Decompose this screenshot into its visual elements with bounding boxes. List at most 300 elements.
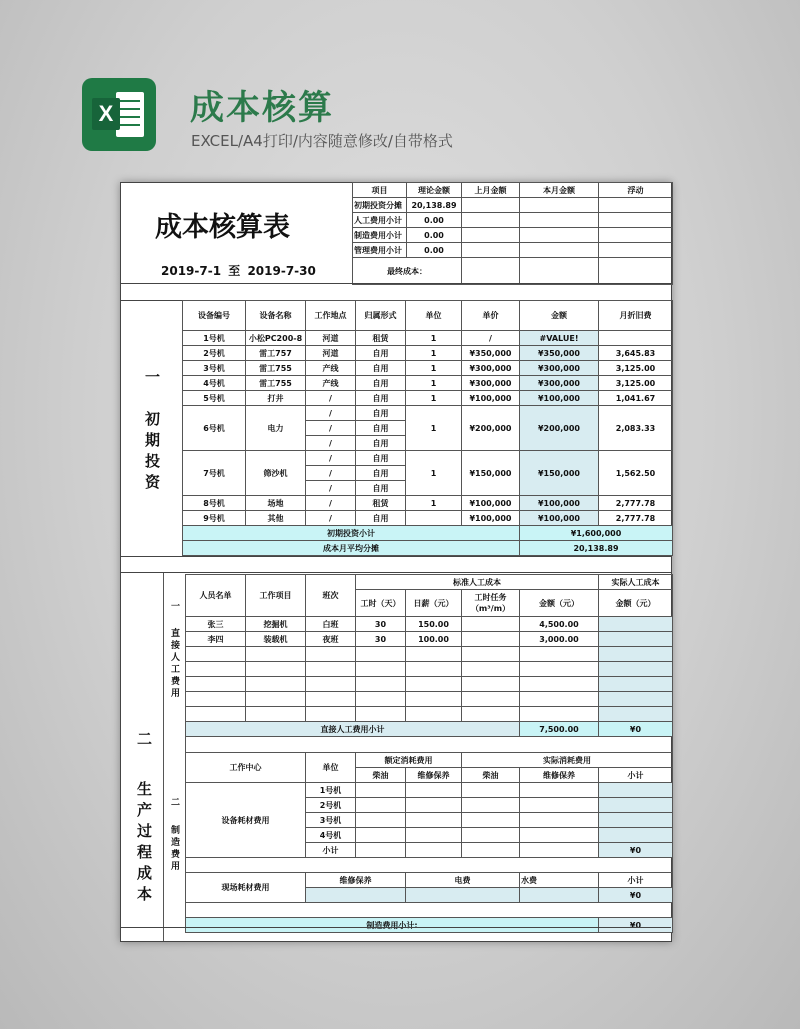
blank-row	[186, 858, 673, 873]
page-subtitle: EXCEL/A4打印/内容随意修改/自带格式	[191, 132, 453, 150]
labor-cell	[599, 677, 673, 692]
actual-consumption-header: 实际消耗费用	[462, 753, 673, 768]
equipment-header: 单价	[462, 301, 520, 331]
summary-item: 制造费用小计	[353, 228, 407, 243]
labor-cell	[406, 707, 462, 722]
monthly-average-value: 20,138.89	[520, 541, 673, 556]
standard-subheader: 工时任务（m³/m）	[462, 590, 520, 617]
consumption-cell	[406, 843, 462, 858]
table-row	[186, 918, 673, 933]
work-location: /	[306, 496, 356, 511]
summary-header: 本月金额	[520, 183, 599, 198]
labor-label: 直接人工费用	[169, 628, 179, 700]
labor-cell	[246, 647, 306, 662]
machine-unit: 3号机	[306, 813, 356, 828]
labor-cell: 白班	[306, 617, 356, 632]
summary-header: 上月金额	[462, 183, 520, 198]
summary-item: 管理费用小计	[353, 243, 407, 258]
labor-cell	[406, 677, 462, 692]
ownership-type: 自用	[356, 406, 406, 421]
spreadsheet-preview	[120, 182, 672, 942]
work-location: /	[306, 391, 356, 406]
work-location: 河道	[306, 346, 356, 361]
table-row	[353, 243, 673, 258]
labor-cell: 100.00	[406, 632, 462, 647]
amount: ¥100,000	[520, 511, 599, 526]
ownership-type: 自用	[356, 421, 406, 436]
labor-cell	[462, 692, 520, 707]
monthly-depreciation: 3,645.83	[599, 346, 673, 361]
section1-number: 一	[143, 369, 161, 390]
standard-subheader: 工时（天）	[356, 590, 406, 617]
consumption-subheader: 维修保养	[406, 768, 462, 783]
work-location: /	[306, 466, 356, 481]
amount: ¥150,000	[520, 451, 599, 496]
consumption-cell	[462, 828, 520, 843]
labor-cell	[599, 632, 673, 647]
ownership-type: 自用	[356, 361, 406, 376]
monthly-depreciation: 2,777.78	[599, 511, 673, 526]
section2-number: 二	[135, 731, 153, 752]
mfg-label: 制造费用	[169, 825, 179, 873]
consumption-cell	[520, 828, 599, 843]
labor-cell	[186, 647, 246, 662]
date-to: 2019-7-30	[247, 264, 316, 278]
table-row	[183, 301, 673, 331]
labor-cell	[520, 692, 599, 707]
consumption-cell	[462, 843, 520, 858]
fluctuation	[599, 228, 673, 243]
standard-subheader: 日薪（元）	[406, 590, 462, 617]
labor-cell	[246, 677, 306, 692]
machine-unit: 4号机	[306, 828, 356, 843]
equipment-name: 电力	[246, 406, 306, 451]
machine-unit: 2号机	[306, 798, 356, 813]
equipment-subtotal: ¥0	[599, 843, 673, 858]
table-row	[186, 575, 673, 590]
monthly-depreciation: 2,083.33	[599, 406, 673, 451]
investment-subtotal-value: ¥1,600,000	[520, 526, 673, 541]
table-row	[353, 228, 673, 243]
unit-header: 单位	[306, 753, 356, 783]
labor-cell	[356, 677, 406, 692]
labor-cell	[186, 677, 246, 692]
final-this	[520, 258, 599, 285]
work-location: /	[306, 481, 356, 496]
date-range	[161, 262, 316, 279]
equipment-id: 7号机	[183, 451, 246, 496]
unit-price: ¥300,000	[462, 361, 520, 376]
equipment-table	[182, 300, 673, 556]
this-month-amount	[520, 243, 599, 258]
consumption-subheader: 柴油	[356, 768, 406, 783]
final-last	[462, 258, 520, 285]
actual-subheader: 金额（元）	[599, 590, 673, 617]
labor-cell: 装载机	[246, 632, 306, 647]
amount: ¥200,000	[520, 406, 599, 451]
last-month-amount	[462, 243, 520, 258]
summary-header: 理论金额	[407, 183, 462, 198]
last-month-amount	[462, 213, 520, 228]
table-row	[353, 183, 673, 198]
labor-cell: 挖掘机	[246, 617, 306, 632]
site-header-subtotal: 小计	[599, 873, 673, 888]
equipment-header: 工作地点	[306, 301, 356, 331]
labor-cell	[520, 707, 599, 722]
labor-cell	[462, 707, 520, 722]
equipment-subtotal	[599, 798, 673, 813]
table-row	[183, 331, 673, 346]
labor-cell: 3,000.00	[520, 632, 599, 647]
labor-cell: 150.00	[406, 617, 462, 632]
table-row	[186, 692, 673, 707]
work-location: 产线	[306, 361, 356, 376]
actual-labor-header: 实际人工成本	[599, 575, 673, 590]
labor-cell	[306, 707, 356, 722]
labor-subtotal-actual: ¥0	[599, 722, 673, 737]
equipment-id: 3号机	[183, 361, 246, 376]
mfg-number: 二	[169, 797, 179, 809]
site-subtotal: ¥0	[599, 888, 673, 903]
labor-cell	[356, 692, 406, 707]
summary-theory-amount: 20,138.89	[407, 198, 462, 213]
unit-price: ¥100,000	[462, 496, 520, 511]
labor-cell	[406, 692, 462, 707]
labor-cell	[186, 707, 246, 722]
summary-table	[352, 182, 673, 285]
labor-cell: 张三	[186, 617, 246, 632]
section2-label: 生产过程成本	[135, 781, 153, 907]
labor-cell	[186, 692, 246, 707]
labor-cell	[462, 632, 520, 647]
summary-item: 人工费用小计	[353, 213, 407, 228]
summary-header: 项目	[353, 183, 407, 198]
amount: ¥100,000	[520, 496, 599, 511]
standard-subheader: 金额（元）	[520, 590, 599, 617]
unit	[406, 511, 462, 526]
consumption-subheader: 小计	[599, 768, 673, 783]
labor-cell	[246, 692, 306, 707]
work-center-header: 工作中心	[186, 753, 306, 783]
table-row	[186, 632, 673, 647]
table-row	[186, 858, 673, 873]
site-header-maintenance: 维修保养	[306, 873, 406, 888]
date-from: 2019-7-1	[161, 264, 222, 278]
work-location: /	[306, 451, 356, 466]
work-location: /	[306, 436, 356, 451]
equipment-subtotal	[599, 813, 673, 828]
amount: ¥300,000	[520, 361, 599, 376]
unit-price: ¥100,000	[462, 391, 520, 406]
consumption-cell	[406, 828, 462, 843]
last-month-amount	[462, 228, 520, 243]
table-row	[186, 873, 673, 888]
table-row	[183, 541, 673, 556]
investment-subtotal-label: 初期投资小计	[183, 526, 520, 541]
equipment-header: 设备编号	[183, 301, 246, 331]
labor-cell	[356, 707, 406, 722]
equipment-id: 5号机	[183, 391, 246, 406]
labor-cell	[520, 677, 599, 692]
equipment-name: 雷工755	[246, 361, 306, 376]
unit-price: ¥300,000	[462, 376, 520, 391]
work-location: /	[306, 511, 356, 526]
equipment-header: 月折旧费	[599, 301, 673, 331]
sheet-title: 成本核算表	[155, 212, 290, 243]
table-row	[186, 903, 673, 918]
labor-cell	[186, 662, 246, 677]
equipment-id: 8号机	[183, 496, 246, 511]
consumption-subheader: 维修保养	[520, 768, 599, 783]
mfg-subtotal-label: 制造费用小计:	[186, 918, 599, 933]
table-row	[353, 198, 673, 213]
equipment-header: 单位	[406, 301, 462, 331]
section1-label: 初期投资	[143, 411, 161, 495]
labor-cell	[599, 617, 673, 632]
table-row	[183, 451, 673, 466]
site-header-electricity: 电费	[406, 873, 520, 888]
unit-price: ¥200,000	[462, 406, 520, 451]
equipment-header: 金额	[520, 301, 599, 331]
site-water-value	[520, 888, 599, 903]
monthly-average-label: 成本月平均分摊	[183, 541, 520, 556]
consumption-cell	[406, 813, 462, 828]
unit: 1	[406, 496, 462, 511]
labor-subtotal-label: 直接人工费用小计	[186, 722, 520, 737]
labor-cell: 4,500.00	[520, 617, 599, 632]
unit-price: ¥150,000	[462, 451, 520, 496]
work-location: 河道	[306, 331, 356, 346]
table-row	[186, 753, 673, 768]
table-row	[353, 213, 673, 228]
labor-cell	[520, 647, 599, 662]
ownership-type: 自用	[356, 481, 406, 496]
equipment-id: 6号机	[183, 406, 246, 451]
equipment-id: 1号机	[183, 331, 246, 346]
equipment-name: 其他	[246, 511, 306, 526]
consumption-cell	[406, 783, 462, 798]
labor-cell	[246, 662, 306, 677]
work-location: /	[306, 406, 356, 421]
consumption-cell	[462, 783, 520, 798]
monthly-depreciation: 1,562.50	[599, 451, 673, 496]
equipment-name: 雷工755	[246, 376, 306, 391]
labor-cell	[306, 692, 356, 707]
consumption-cell	[356, 843, 406, 858]
ownership-type: 自用	[356, 376, 406, 391]
consumption-cell	[520, 813, 599, 828]
last-month-amount	[462, 198, 520, 213]
ownership-type: 自用	[356, 511, 406, 526]
page-title: 成本核算	[190, 88, 334, 128]
labor-cell: 30	[356, 632, 406, 647]
labor-cell: 夜班	[306, 632, 356, 647]
standard-labor-header: 标准人工成本	[356, 575, 599, 590]
table-row	[183, 496, 673, 511]
equipment-id: 2号机	[183, 346, 246, 361]
site-header-water: 水费	[520, 873, 599, 888]
consumption-cell	[356, 813, 406, 828]
unit: 1	[406, 406, 462, 451]
table-row	[353, 258, 673, 285]
unit: 1	[406, 361, 462, 376]
work-location: /	[306, 421, 356, 436]
equipment-name: 场地	[246, 496, 306, 511]
table-row	[186, 617, 673, 632]
equipment-header: 设备名称	[246, 301, 306, 331]
table-row	[186, 722, 673, 737]
labor-cell	[306, 662, 356, 677]
ownership-type: 自用	[356, 436, 406, 451]
table-row	[186, 647, 673, 662]
unit: 1	[406, 391, 462, 406]
labor-cell	[306, 647, 356, 662]
excel-x-icon: X	[92, 98, 120, 130]
machine-unit: 小计	[306, 843, 356, 858]
labor-header: 人员名单	[186, 575, 246, 617]
equipment-name: 小松PC200-8	[246, 331, 306, 346]
summary-theory-amount: 0.00	[407, 213, 462, 228]
consumption-subheader: 柴油	[462, 768, 520, 783]
blank-row	[186, 737, 673, 752]
table-row	[183, 376, 673, 391]
amount: #VALUE!	[520, 331, 599, 346]
this-month-amount	[520, 228, 599, 243]
table-row	[186, 707, 673, 722]
labor-cell	[599, 692, 673, 707]
labor-subtotal-standard: 7,500.00	[520, 722, 599, 737]
amount: ¥350,000	[520, 346, 599, 361]
monthly-depreciation: 1,041.67	[599, 391, 673, 406]
unit: 1	[406, 376, 462, 391]
ownership-type: 自用	[356, 466, 406, 481]
equipment-name: 打井	[246, 391, 306, 406]
monthly-depreciation: 3,125.00	[599, 361, 673, 376]
equipment-name: 雷工757	[246, 346, 306, 361]
consumption-cell	[356, 828, 406, 843]
unit: 1	[406, 451, 462, 496]
consumption-cell	[356, 798, 406, 813]
table-row	[183, 346, 673, 361]
table-row	[183, 526, 673, 541]
equipment-subtotal	[599, 828, 673, 843]
consumption-cell	[520, 783, 599, 798]
unit-price: ¥350,000	[462, 346, 520, 361]
table-row	[183, 391, 673, 406]
consumption-cell	[520, 798, 599, 813]
date-separator: 至	[228, 264, 241, 278]
consumption-cell	[356, 783, 406, 798]
labor-header: 班次	[306, 575, 356, 617]
labor-number: 一	[169, 601, 179, 613]
summary-header: 浮动	[599, 183, 673, 198]
final-float	[599, 258, 673, 285]
amount: ¥100,000	[520, 391, 599, 406]
blank-row	[186, 903, 673, 918]
work-location: 产线	[306, 376, 356, 391]
consumption-cell	[462, 798, 520, 813]
equipment-material-label: 设备耗材费用	[186, 783, 306, 858]
amount: ¥300,000	[520, 376, 599, 391]
labor-cell	[246, 707, 306, 722]
fluctuation	[599, 198, 673, 213]
site-electricity-value	[406, 888, 520, 903]
table-row	[183, 406, 673, 421]
ownership-type: 租赁	[356, 331, 406, 346]
summary-item: 初期投资分摊	[353, 198, 407, 213]
labor-cell	[406, 662, 462, 677]
table-row	[186, 737, 673, 752]
unit: 1	[406, 346, 462, 361]
manufacturing-table	[185, 752, 673, 933]
table-row	[183, 511, 673, 526]
this-month-amount	[520, 198, 599, 213]
labor-cell	[306, 677, 356, 692]
excel-app-icon	[82, 78, 156, 151]
labor-cell	[462, 662, 520, 677]
rated-consumption-header: 额定消耗费用	[356, 753, 462, 768]
labor-cell	[462, 647, 520, 662]
labor-cell	[599, 662, 673, 677]
labor-cell: 李四	[186, 632, 246, 647]
summary-theory-amount: 0.00	[407, 228, 462, 243]
equipment-header: 归属形式	[356, 301, 406, 331]
sheet-glyph	[116, 92, 144, 137]
labor-header: 工作项目	[246, 575, 306, 617]
table-row	[186, 662, 673, 677]
labor-cell	[462, 617, 520, 632]
monthly-depreciation	[599, 331, 673, 346]
final-cost-label: 最终成本：	[353, 258, 462, 285]
labor-table	[185, 574, 673, 752]
ownership-type: 自用	[356, 391, 406, 406]
table-row	[183, 361, 673, 376]
monthly-depreciation: 3,125.00	[599, 376, 673, 391]
site-material-label: 现场耗材费用	[186, 873, 306, 903]
labor-cell	[599, 647, 673, 662]
labor-cell	[406, 647, 462, 662]
table-row	[186, 677, 673, 692]
unit-price: /	[462, 331, 520, 346]
fluctuation	[599, 243, 673, 258]
summary-theory-amount: 0.00	[407, 243, 462, 258]
labor-cell	[520, 662, 599, 677]
mfg-subtotal-value: ¥0	[599, 918, 673, 933]
monthly-depreciation: 2,777.78	[599, 496, 673, 511]
labor-cell	[599, 707, 673, 722]
unit-price: ¥100,000	[462, 511, 520, 526]
this-month-amount	[520, 213, 599, 228]
labor-cell	[356, 647, 406, 662]
unit: 1	[406, 331, 462, 346]
equipment-id: 4号机	[183, 376, 246, 391]
table-row	[186, 783, 673, 798]
consumption-cell	[520, 843, 599, 858]
labor-cell: 30	[356, 617, 406, 632]
site-maintenance-value	[306, 888, 406, 903]
equipment-name: 筛沙机	[246, 451, 306, 496]
consumption-cell	[406, 798, 462, 813]
ownership-type: 自用	[356, 451, 406, 466]
labor-cell	[356, 662, 406, 677]
fluctuation	[599, 213, 673, 228]
equipment-subtotal	[599, 783, 673, 798]
consumption-cell	[462, 813, 520, 828]
ownership-type: 自用	[356, 346, 406, 361]
labor-cell	[462, 677, 520, 692]
machine-unit: 1号机	[306, 783, 356, 798]
ownership-type: 租赁	[356, 496, 406, 511]
